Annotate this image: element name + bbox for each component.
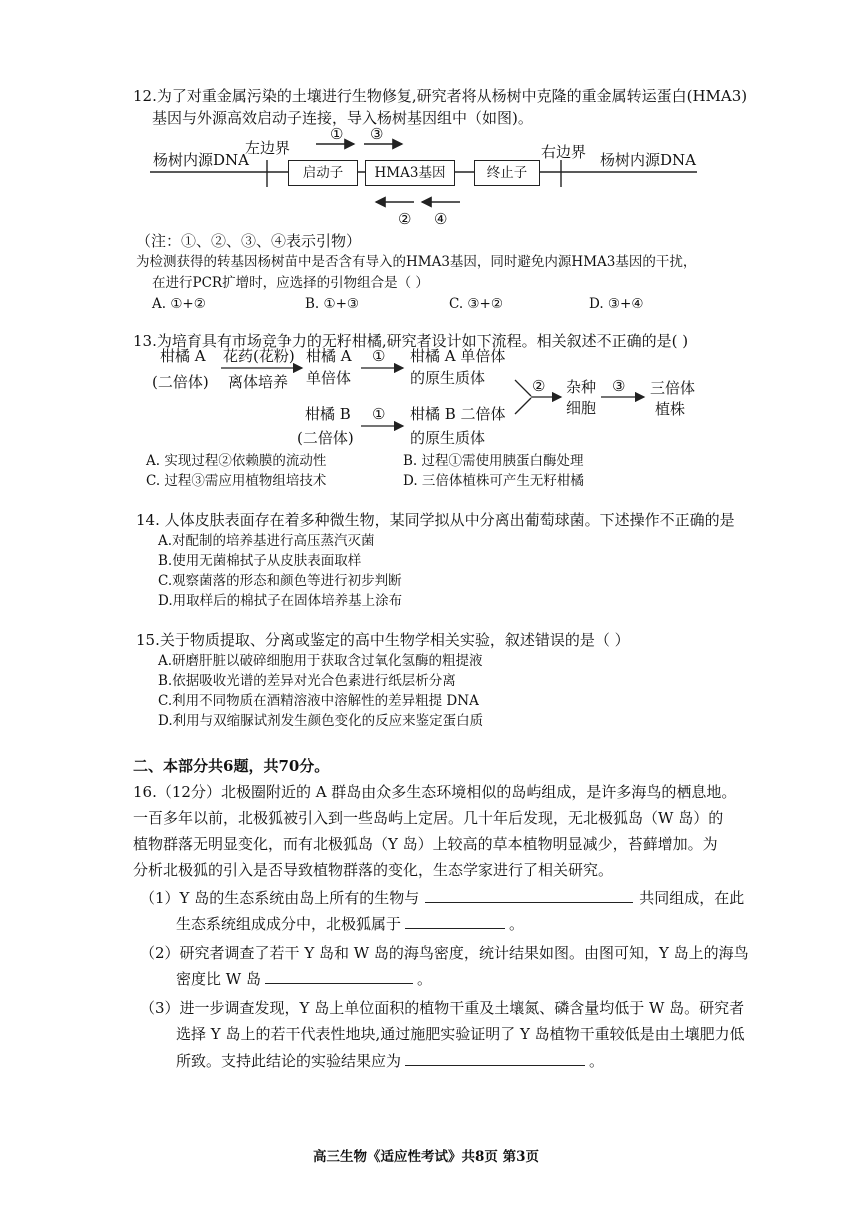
q16-sub1-text-a: （1）Y 岛的生态系统由岛上所有的生物与 — [140, 889, 420, 907]
q12-option-b[interactable]: B. ①+③ — [305, 296, 360, 312]
q14-option-d[interactable]: D.用取样后的棉拭子在固体培养基上涂布 — [158, 593, 403, 609]
step-1-label-a: ① — [372, 347, 386, 365]
triploid-plant-1: 三倍体 — [650, 379, 696, 397]
step-2-label: ② — [532, 377, 546, 395]
q12-stem-line4: 在进行PCR扩增时，应选择的引物组合是（ ） — [152, 275, 429, 291]
q16-sub3-text-d: 。 — [589, 1052, 605, 1070]
q13-option-a[interactable]: A. 实现过程②依赖膜的流动性 — [146, 453, 327, 469]
q15-stem: 15.关于物质提取、分离或鉴定的高中生物学相关实验，叙述错误的是（ ） — [136, 631, 630, 649]
section-2-heading: 二、本部分共6题，共70分。 — [133, 757, 330, 775]
step-1-label-b: ① — [372, 405, 386, 423]
triploid-plant-2: 植株 — [655, 400, 686, 418]
q16-para-line3: 植物群落无明显变化，而有北极狐岛（Y 岛）上较高的草本植物明显减少，苔藓增加。为 — [133, 835, 718, 853]
q16-sub1-blank-1[interactable] — [425, 888, 633, 903]
citrus-a-ploidy: (二倍体) — [152, 373, 209, 391]
q16-sub3-line1: （3）进一步调查发现，Y 岛上单位面积的植物干重及土壤氮、磷含量均低于 W 岛。研究者 — [140, 999, 745, 1017]
q15-option-d[interactable]: D.利用与双缩脲试剂发生颜色变化的反应来鉴定蛋白质 — [158, 713, 484, 729]
q16-para-line1: 16.（12分）北极圈附近的 A 群岛由众多生态环境相似的岛屿组成，是许多海鸟的栖息地。 — [133, 783, 737, 801]
q12-stem-line3: 为检测获得的转基因杨树苗中是否含有导入的HMA3基因，同时避免内源HMA3基因的干扰， — [136, 254, 697, 270]
q13-stem: 13.为培育具有市场竞争力的无籽柑橘,研究者设计如下流程。相关叙述不正确的是( ) — [133, 332, 689, 350]
q16-sub3-line3 — [176, 1051, 604, 1071]
q12-option-d[interactable]: D. ③+④ — [589, 296, 644, 312]
a-protoplast-2: 的原生质体 — [410, 369, 486, 387]
q16-sub2-line1: （2）研究者调查了若干 Y 岛和 W 岛的海鸟密度，统计结果如图。由图可知，Y 岛上的海鸟 — [140, 944, 749, 962]
right-dna-label: 杨树内源DNA — [600, 151, 696, 169]
q15-option-a[interactable]: A.研磨肝脏以破碎细胞用于获取含过氧化氢酶的粗提液 — [158, 653, 483, 669]
q16-sub1-blank-2[interactable] — [405, 914, 505, 929]
q16-sub1-text-d: 。 — [509, 915, 525, 933]
hybrid-cell-1: 杂种 — [566, 378, 597, 396]
q14-stem: 14. 人体皮肤表面存在着多种微生物，某同学拟从中分离出葡萄球菌。下述操作不正确的是 — [136, 511, 735, 529]
q14-option-b[interactable]: B.使用无菌棉拭子从皮肤表面取样 — [158, 553, 362, 569]
primer-3-label: ③ — [370, 125, 384, 143]
q12-option-c[interactable]: C. ③+② — [449, 296, 503, 312]
citrus-b-ploidy: (二倍体) — [297, 429, 354, 447]
page-footer: 高三生物《适应性考试》共8页 第3页 — [313, 1149, 539, 1165]
right-boundary-label: 右边界 — [541, 143, 587, 161]
q16-sub2-text-b: 密度比 W 岛 — [176, 970, 261, 988]
anther-label: 花药(花粉) — [223, 347, 295, 365]
in-vitro-culture-label: 离体培养 — [228, 373, 289, 391]
q16-sub2-text-c: 。 — [416, 970, 432, 988]
q16-sub1-line2 — [176, 914, 524, 934]
q12-option-a[interactable]: A. ①+② — [152, 296, 206, 312]
b-protoplast-2: 的原生质体 — [410, 429, 486, 447]
q12-stem-line1: 12.为了对重金属污染的土壤进行生物修复,研究者将从杨树中克隆的重金属转运蛋白(HMA3) — [133, 87, 748, 105]
q16-sub3-line2: 选择 Y 岛上的若干代表性地块,通过施肥实验证明了 Y 岛植物干重较低是由土壤肥力低 — [176, 1025, 745, 1043]
q13-option-d[interactable]: D. 三倍体植株可产生无籽柑橘 — [403, 473, 584, 489]
q12-note: （注：①、②、③、④表示引物） — [136, 232, 362, 250]
terminator-box: 终止子 — [474, 160, 540, 186]
q16-sub1-text-b: 共同组成，在此 — [639, 889, 745, 907]
citrus-a-label: 柑橘 A — [160, 347, 206, 365]
q14-option-a[interactable]: A.对配制的培养基进行高压蒸汽灭菌 — [158, 533, 375, 549]
q16-sub2-blank[interactable] — [265, 969, 413, 984]
q16-para-line2: 一百多年以前，北极狐被引入到一些岛屿上定居。几十年后发现，无北极狐岛（W 岛）的 — [133, 809, 724, 827]
q13-option-b[interactable]: B. 过程①需使用胰蛋白酶处理 — [403, 453, 584, 469]
left-dna-label: 杨树内源DNA — [153, 151, 249, 169]
q13-option-c[interactable]: C. 过程③需应用植物组培技术 — [146, 473, 327, 489]
q16-sub1-text-c: 生态系统组成成分中，北极狐属于 — [176, 915, 402, 933]
primer-2-label: ② — [398, 210, 412, 228]
q16-sub3-blank[interactable] — [405, 1051, 585, 1066]
b-protoplast-1: 柑橘 B 二倍体 — [410, 405, 506, 423]
citrus-a-haploid-1: 柑橘 A — [306, 347, 352, 365]
q14-option-c[interactable]: C.观察菌落的形态和颜色等进行初步判断 — [158, 573, 402, 589]
primer-4-label: ④ — [434, 210, 448, 228]
q13-flowchart — [0, 0, 867, 460]
q13-flow-arrows — [0, 0, 867, 460]
citrus-b-label: 柑橘 B — [305, 405, 351, 423]
a-protoplast-1: 柑橘 A 单倍体 — [410, 347, 506, 365]
q12-stem-line2: 基因与外源高效启动子连接，导入杨树基因组中（如图)。 — [152, 109, 533, 127]
primer-1-label: ① — [330, 125, 344, 143]
promoter-box: 启动子 — [288, 160, 358, 186]
q16-sub2-line2 — [176, 969, 432, 989]
hybrid-cell-2: 细胞 — [566, 399, 597, 417]
citrus-a-haploid-2: 单倍体 — [306, 369, 352, 387]
q16-para-line4: 分析北极狐的引入是否导致植物群落的变化，生态学家进行了相关研究。 — [133, 861, 614, 879]
q15-option-c[interactable]: C.利用不同物质在酒精溶液中溶解性的差异粗提 DNA — [158, 693, 479, 709]
step-3-label: ③ — [612, 377, 626, 395]
q16-sub3-text-c: 所致。支持此结论的实验结果应为 — [176, 1052, 402, 1070]
left-boundary-label: 左边界 — [245, 139, 291, 157]
q15-option-b[interactable]: B.依据吸收光谱的差异对光合色素进行纸层析分离 — [158, 673, 456, 689]
hma3-gene-box: HMA3基因 — [365, 160, 455, 186]
q16-sub1-line1 — [140, 888, 744, 908]
